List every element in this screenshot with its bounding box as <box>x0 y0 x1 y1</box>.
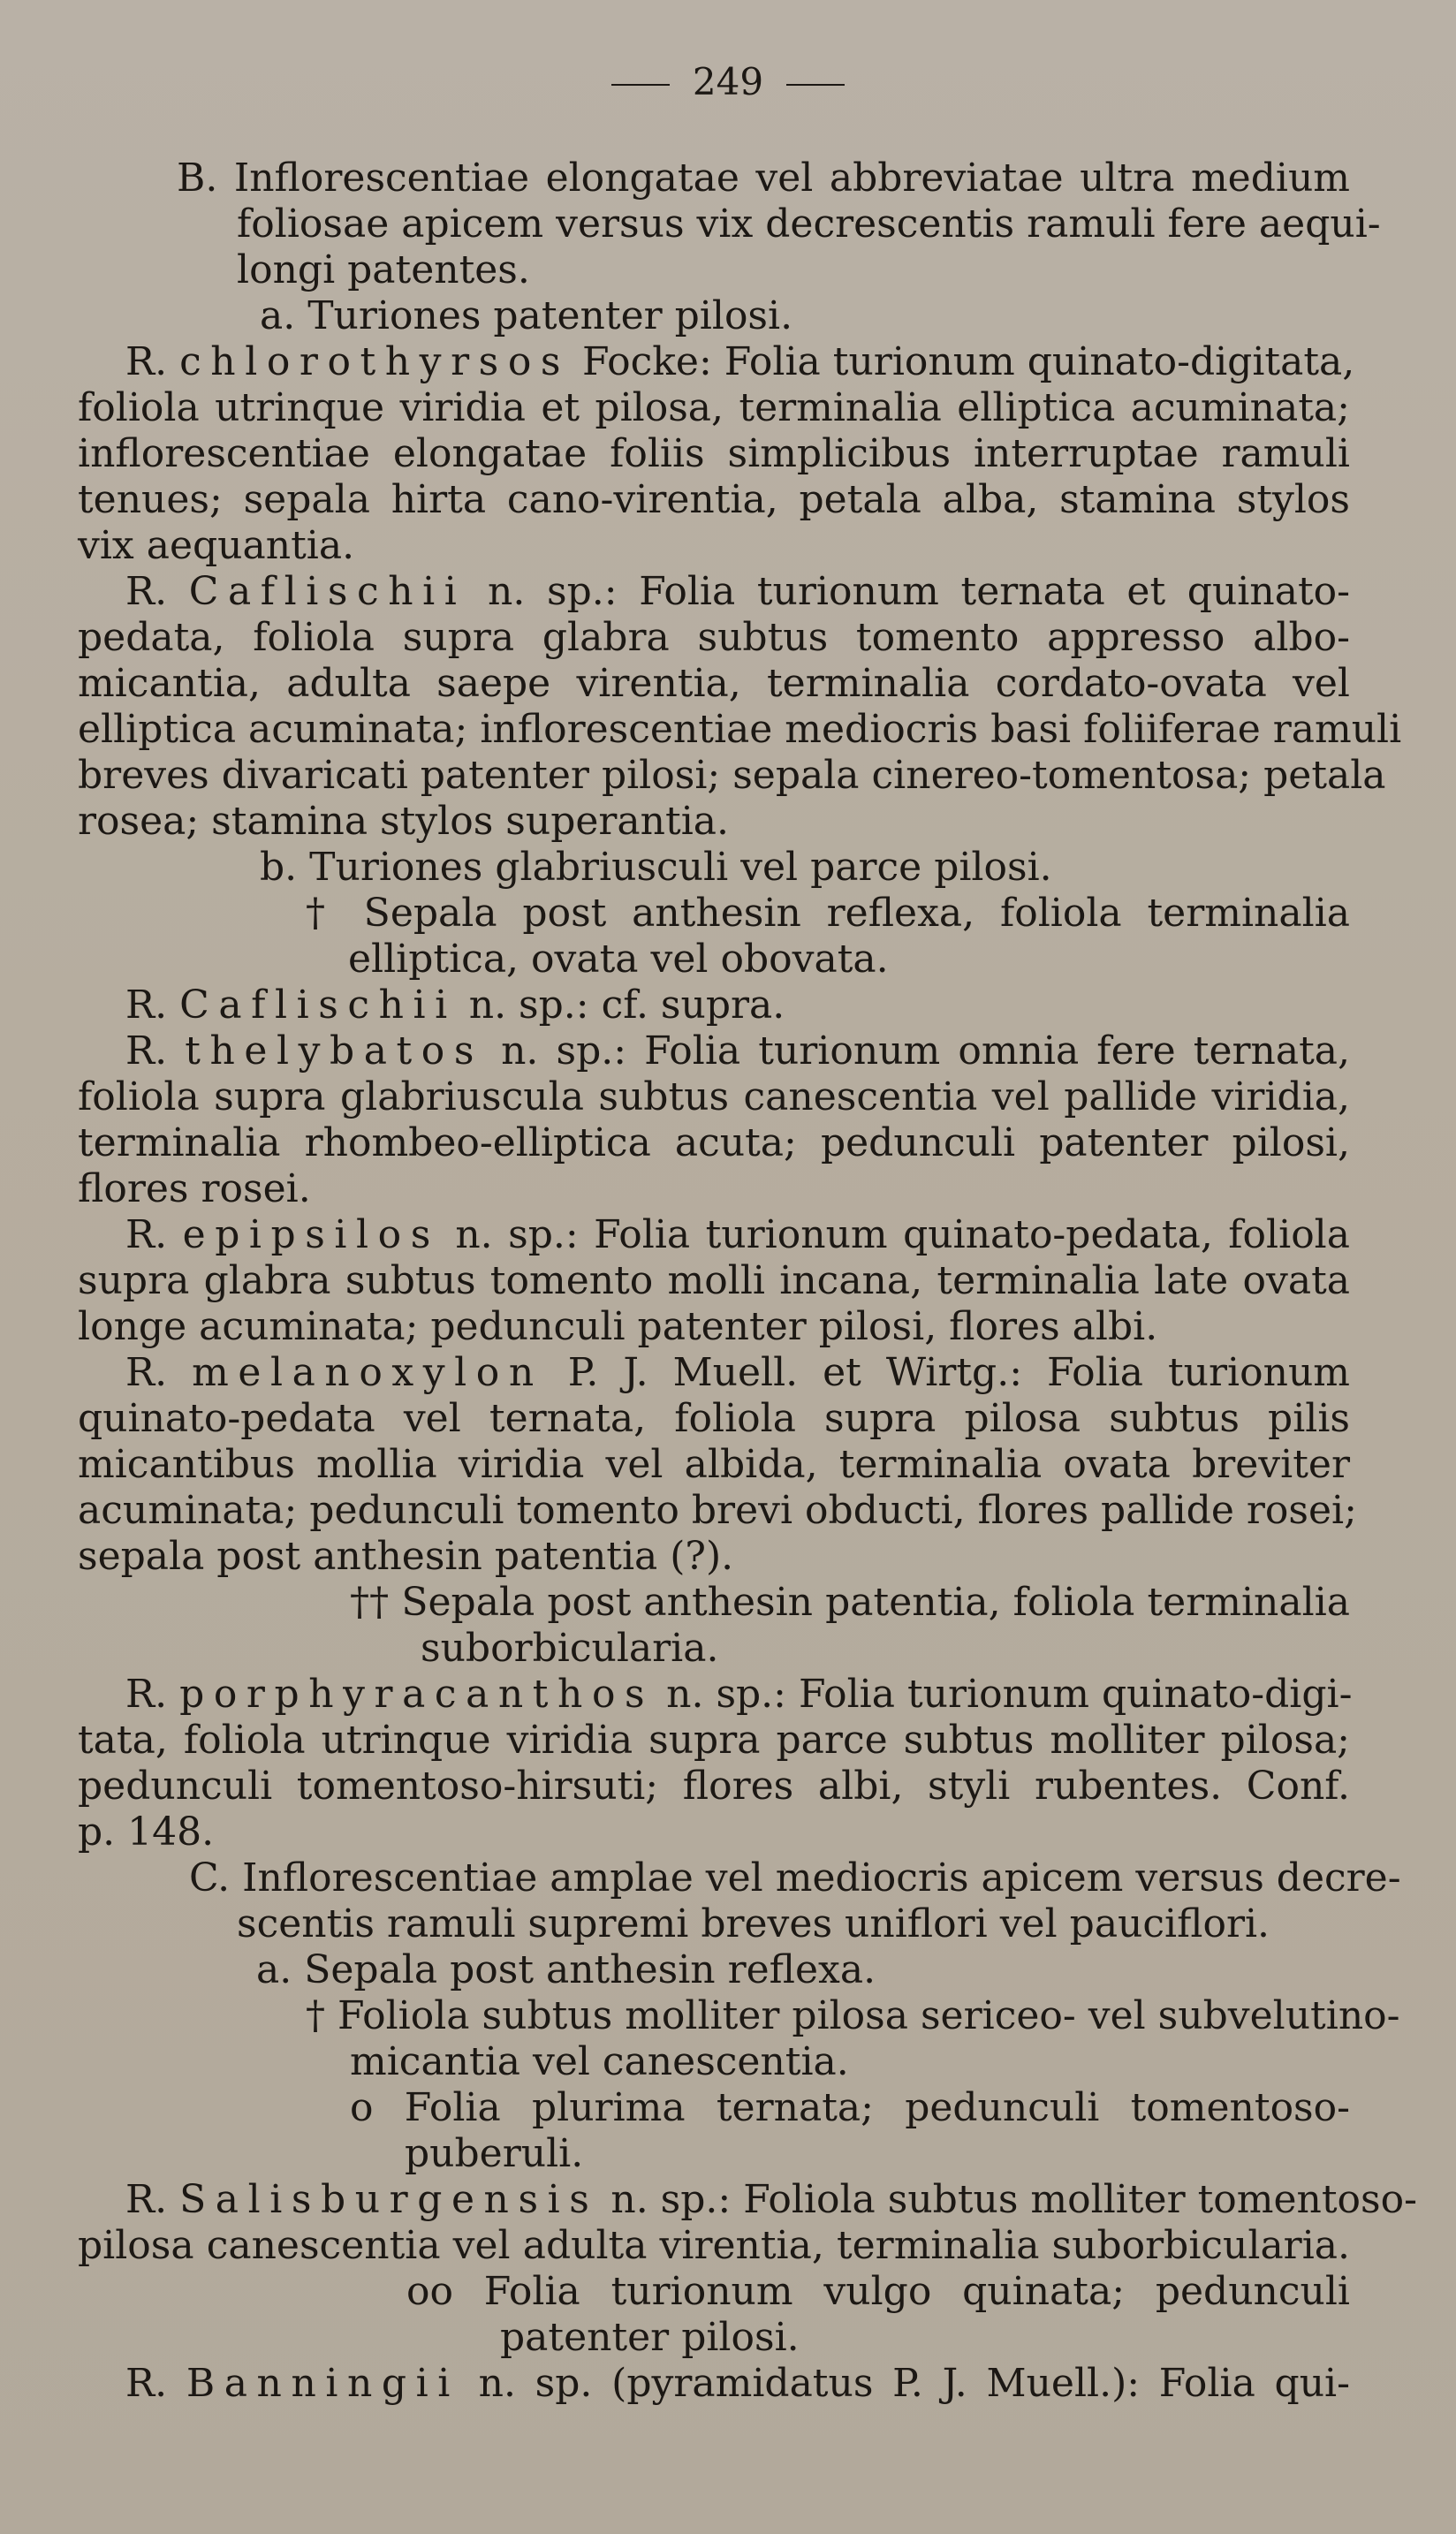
species-entry-line <box>125 1212 1350 1263</box>
text-line: elliptica, ovata vel obovata. <box>348 937 889 982</box>
species-name: chlorothyrsos <box>179 339 571 384</box>
text-line: C. Inflorescentiae amplae vel mediocris apicem versus decre- <box>189 1855 1401 1900</box>
text-line: † Sepala post anthesin reflexa, foliola terminalia <box>306 891 1350 936</box>
species-entry-line <box>125 1672 1353 1723</box>
genus-abbr: R. <box>125 2177 180 2222</box>
text-line: suborbicularia. <box>421 1626 719 1671</box>
text-line: † Foliola subtus molliter pilosa sericeo- vel subvelutino- <box>306 1993 1400 2038</box>
species-entry-line <box>125 569 1350 620</box>
text-line: scentis ramuli supremi breves uniflori vel pauciflori. <box>237 1901 1270 1946</box>
text-line: elliptica acuminata; inflorescentiae mediocris basi foliiferae ramuli <box>78 707 1402 752</box>
page-number-value: 249 <box>692 60 764 103</box>
species-description: n. sp.: Folia turionum omnia fere ternata, <box>482 1028 1350 1074</box>
text-line: patenter pilosi. <box>500 2315 800 2360</box>
page-number-dash-right <box>786 84 845 86</box>
text-line: tenues; sepala hirta cano-virentia, petala alba, stamina stylos <box>78 477 1350 522</box>
species-name: porphyracanthos <box>179 1672 655 1717</box>
species-description: n. sp.: Folia turionum ternata et quinato- <box>466 569 1350 614</box>
species-entry-line <box>125 1028 1350 1080</box>
text-line: sepala post anthesin patentia (?). <box>78 1534 734 1579</box>
species-name: Banningii <box>186 2361 459 2406</box>
text-line: puberuli. <box>405 2131 584 2176</box>
genus-abbr: R. <box>125 569 189 614</box>
text-line: acuminata; pedunculi tomento brevi obducti, flores pallide rosei; <box>78 1488 1357 1533</box>
species-name: melanoxylon <box>192 1350 543 1395</box>
genus-abbr: R. <box>125 1672 180 1717</box>
species-entry-line <box>125 339 1355 391</box>
text-line: vix aequantia. <box>78 523 355 568</box>
species-description: P. J. Muell. et Wirtg.: Folia turionum <box>542 1350 1350 1395</box>
species-name: epipsilos <box>182 1212 440 1257</box>
genus-abbr: R. <box>125 339 180 384</box>
text-line: tata, foliola utrinque viridia supra parce subtus molliter pilosa; <box>78 1718 1350 1763</box>
text-line: b. Turiones glabriusculi vel parce pilosi. <box>260 845 1052 890</box>
species-description: n. sp.: Folia turionum quinato-pedata, foliola <box>439 1212 1350 1257</box>
text-line: micantia vel canescentia. <box>350 2039 849 2084</box>
text-line: inflorescentiae elongatae foliis simplicibus interruptae ramuli <box>78 431 1350 476</box>
text-line: rosea; stamina stylos superantia. <box>78 799 729 844</box>
species-name: Salisburgensis <box>179 2177 599 2222</box>
genus-abbr: R. <box>125 2361 186 2406</box>
text-line: foliola utrinque viridia et pilosa, terminalia elliptica acuminata; <box>78 385 1350 430</box>
text-line: flores rosei. <box>78 1166 311 1211</box>
text-line: foliosae apicem versus vix decrescentis ramuli fere aequi- <box>237 201 1381 247</box>
text-line: p. 148. <box>78 1809 215 1855</box>
species-entry-line <box>125 2177 1417 2228</box>
text-line: longi patentes. <box>237 247 530 292</box>
text-line: foliola supra glabriuscula subtus canescentia vel pallide viridia, <box>78 1074 1350 1119</box>
species-description: n. sp. (pyramidatus P. J. Muell.): Folia qui- <box>459 2361 1350 2406</box>
page-number-dash-left <box>611 84 670 86</box>
species-description: n. sp.: cf. supra. <box>456 982 785 1028</box>
text-line: longe acuminata; pedunculi patenter pilosi, flores albi. <box>78 1304 1158 1349</box>
species-name: Caflischii <box>179 982 457 1028</box>
text-line: B. Inflorescentiae elongatae vel abbreviatae ultra medium <box>177 156 1350 201</box>
text-line: o Folia plurima ternata; pedunculi tomentoso- <box>350 2085 1350 2130</box>
genus-abbr: R. <box>125 982 180 1028</box>
genus-abbr: R. <box>125 1350 193 1395</box>
text-line: a. Sepala post anthesin reflexa. <box>256 1947 876 1992</box>
text-line: oo Folia turionum vulgo quinata; pedunculi <box>406 2269 1350 2314</box>
text-line: quinato-pedata vel ternata, foliola supra pilosa subtus pilis <box>78 1396 1350 1441</box>
genus-abbr: R. <box>125 1028 186 1074</box>
text-line: pedunculi tomentoso-hirsuti; flores albi, styli rubentes. Conf. <box>78 1764 1350 1809</box>
text-line: pilosa canescentia vel adulta virentia, terminalia suborbicularia. <box>78 2223 1350 2268</box>
species-name: thelybatos <box>185 1028 483 1074</box>
text-line: pedata, foliola supra glabra subtus tomento appresso albo- <box>78 615 1350 660</box>
species-entry-line <box>125 982 1405 1034</box>
species-description: n. sp.: Folia turionum quinato-digi- <box>654 1672 1353 1717</box>
species-description: n. sp.: Foliola subtus molliter tomentoso- <box>598 2177 1417 2222</box>
text-line: terminalia rhombeo-elliptica acuta; pedunculi patenter pilosi, <box>78 1120 1350 1165</box>
text-line: †† Sepala post anthesin patentia, foliola terminalia <box>350 1580 1350 1625</box>
text-line: breves divaricati patenter pilosi; sepala cinereo-tomentosa; petala <box>78 753 1386 798</box>
text-line: micantibus mollia viridia vel albida, terminalia ovata breviter <box>78 1442 1350 1487</box>
species-description: Focke: Folia turionum quinato-digitata, <box>570 339 1355 384</box>
text-line: supra glabra subtus tomento molli incana, terminalia late ovata <box>78 1258 1350 1303</box>
species-name: Caflischii <box>188 569 466 614</box>
text-line: a. Turiones patenter pilosi. <box>260 293 793 338</box>
genus-abbr: R. <box>125 1212 183 1257</box>
text-line: micantia, adulta saepe virentia, terminalia cordato-ovata vel <box>78 661 1350 706</box>
species-entry-line <box>125 1350 1350 1401</box>
page-number <box>0 60 1456 103</box>
species-entry-line <box>125 2361 1350 2412</box>
